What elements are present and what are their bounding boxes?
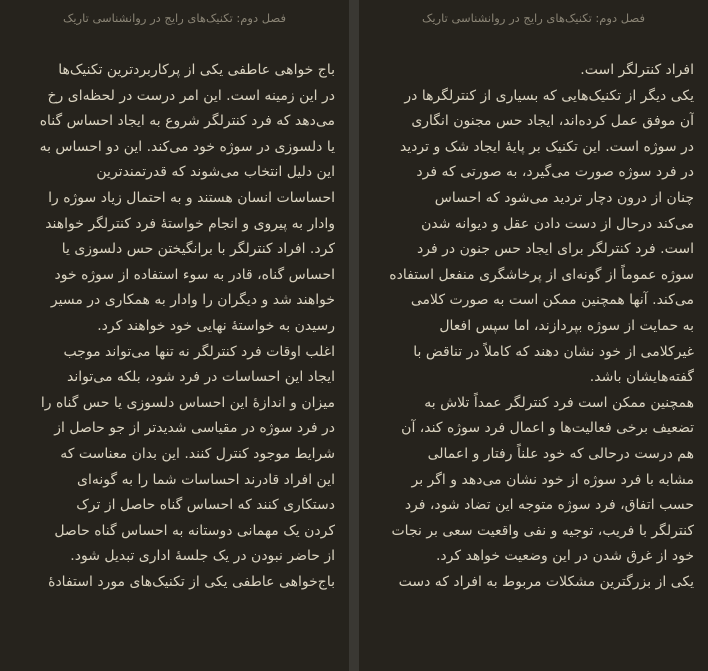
text-line: خود از غرق شدن در این وضعیت خواهد کرد. (435, 548, 694, 565)
page-gutter (349, 0, 359, 671)
text-line: هم درست درحالی که خود علناً رفتار و اعمالی (427, 445, 694, 462)
text-line: در فرد سوژه در مقیاسی شدیدتر از جو حاصل از (54, 420, 335, 437)
text-line: می‌دهد که فرد کنترلگر شروع به ایجاد احساس گناه (39, 113, 335, 130)
text-line: می‌کند درحال از دست دادن عقل و دیوانه شدن (421, 215, 694, 232)
left-page-running-head: فصل دوم: تکنیک‌های رایج در روانشناسی تاریک (63, 11, 286, 25)
text-line: در این زمینه است. این امر درست در لحظه‌ای رخ (47, 87, 335, 104)
text-line: همچنین ممکن است فرد کنترلگر عمداً تلاش به (424, 394, 694, 411)
text-line: کنترلگر با فریب، توجیه و نفی واقعیت سعی بر نجات (391, 522, 694, 539)
text-line: کردن یک مهمانی دوستانه به احساس گناه حاصل (54, 522, 335, 539)
text-line: دستکاری کنند که احساس گناه حاصل از ترک (76, 497, 335, 514)
left-page-body (14, 58, 335, 595)
text-line: سوژه عموماً از گونه‌ای از پرخاشگری منفعل استفاده (389, 266, 694, 283)
right-page-body (373, 58, 694, 595)
text-line: میزان و اندازهٔ این احساس دلسوزی یا حس گناه را (40, 394, 335, 411)
text-line: وادار به پیروی و انجام خواستهٔ فرد کنترلگر خواهند (45, 215, 335, 232)
text-line: چنان از درون دچار تردید می‌شود که احساس (434, 189, 694, 206)
text-line: از حاضر نبودن در یک جلسهٔ اداری تبدیل شود. (70, 548, 335, 565)
text-line: در فرد سوژه صورت می‌گیرد، به صورتی که فرد (416, 164, 694, 181)
text-line: غیرکلامی از خود نشان دهند که کاملاً در تناقض با (413, 343, 694, 360)
text-line: اغلب اوقات فرد کنترلگر نه تنها می‌تواند موجب (63, 343, 335, 360)
text-line: مشابه با فرد سوژه از خود نشان می‌دهد و اگر بر (411, 471, 694, 488)
text-line: ایجاد این احساسات در فرد شود، بلکه می‌تواند (67, 369, 335, 386)
text-line: رسیدن به خواستهٔ نهایی خود خواهند کرد. (97, 317, 335, 334)
text-line: آن موفق عمل کرده‌اند، ایجاد حس مجنون انگاری (411, 113, 694, 130)
text-line: تضعیف برخی فعالیت‌ها و اعمال فرد سوژه کند، آن (401, 420, 694, 437)
text-line: است. فرد کنترلگر برای ایجاد حس جنون در فرد (417, 241, 694, 258)
text-line: این افراد قادرند احساسات شما را به گونه‌ای (77, 471, 335, 488)
text-line: احساسات انسان هستند و به احتمال زیاد سوژه را (48, 189, 335, 206)
text-line: احساس گناه، قادر به سوء استفاده از سوژه خود (54, 266, 335, 283)
text-line: شرایط موجود کنترل کنند. این بدان معناست که (60, 445, 335, 462)
text-line: باج خواهی عاطفی یکی از پرکاربردترین تکنیک‌ها (58, 62, 335, 78)
text-line: یکی دیگر از تکنیک‌هایی که بسیاری از کنترلگرها در (404, 87, 694, 104)
text-line: می‌کند. آنها همچنین ممکن است به صورت کلامی (410, 292, 694, 309)
text-line: باج‌خواهی عاطفی یکی از تکنیک‌های مورد استفادهٔ (48, 573, 335, 590)
text-line: یا دلسوزی در سوژه خود می‌کند. این دو احساس به (39, 138, 335, 155)
text-line: به حمایت از سوژه بپردازند، اما سپس افعال (439, 317, 694, 334)
text-line: افراد کنترلگر است. (580, 62, 694, 78)
text-line: در سوژه است. این تکنیک بر پایهٔ ایجاد شک و تردید (399, 138, 694, 155)
left-page[interactable] (0, 0, 349, 671)
text-line: حسب اتفاق، فرد سوژه متوجه این تضاد شود، فرد (404, 497, 694, 514)
text-line: یکی از بزرگترین مشکلات مربوط به افراد که دست (398, 573, 694, 590)
text-line: این دلیل انتخاب می‌شوند که قدرتمندترین (96, 164, 335, 181)
text-line: گفته‌هایشان باشد. (589, 369, 694, 386)
text-line: خواهند شد و دیگران را وادار به همکاری در مسیر (50, 292, 335, 309)
text-line: کرد. افراد کنترلگر با برانگیختن حس دلسوزی یا (61, 241, 335, 258)
right-page-running-head: فصل دوم: تکنیک‌های رایج در روانشناسی تاریک (422, 11, 645, 25)
right-page[interactable] (359, 0, 708, 671)
